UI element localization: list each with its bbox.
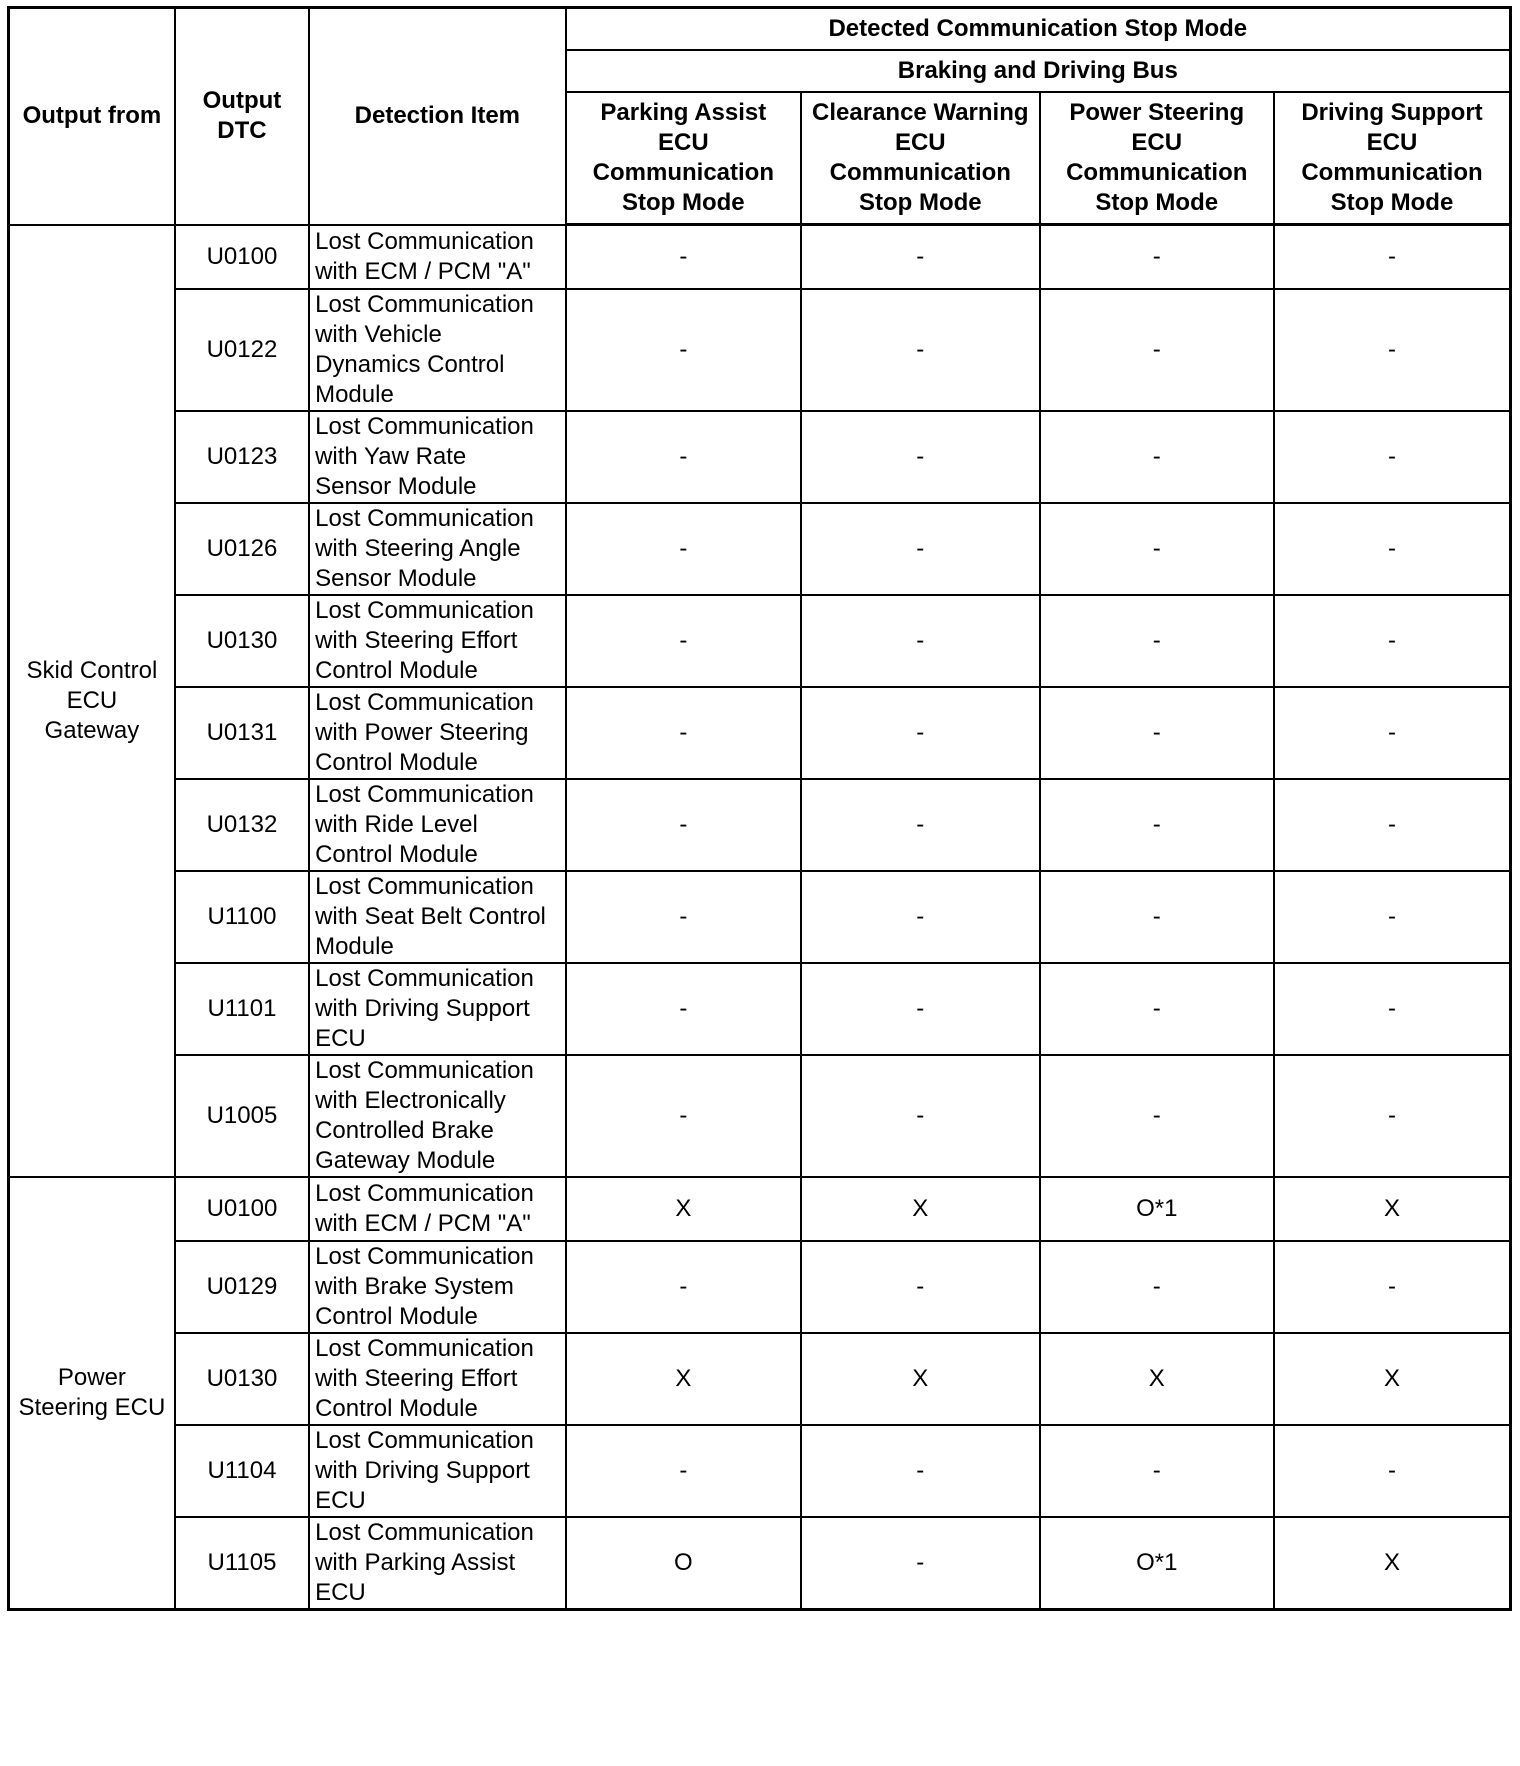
table-row [9,225,1511,289]
detection-item-line: Controlled Brake [315,1116,494,1144]
detection-item-line: Lost Communication [315,688,534,716]
detection-item-line: with ECM / PCM "A" [315,1209,531,1237]
header-detection-item: Detection Item [309,8,566,225]
stop-mode-value-cell [1274,871,1511,963]
header-col-driving-support [1274,92,1511,225]
stop-mode-value: - [916,902,925,930]
header-col-line: Clearance Warning [812,98,1029,126]
header-col-line: Stop Mode [1095,188,1219,216]
detection-item-line: Sensor Module [315,472,477,500]
stop-mode-value: X [675,1364,692,1392]
stop-mode-value-cell [1274,289,1511,411]
detection-item-cell [309,963,566,1055]
detection-item-line: Module [315,932,394,960]
stop-mode-value: - [679,1101,688,1129]
detection-item-line: with Seat Belt Control [315,902,546,930]
detection-item-cell [309,595,566,687]
detection-item-cell [309,779,566,871]
stop-mode-value: X [675,1194,692,1222]
stop-mode-value: - [1152,994,1161,1022]
stop-mode-value-cell [566,225,801,289]
stop-mode-value: - [1152,1101,1161,1129]
table-body [9,225,1511,1610]
stop-mode-value: - [1152,1272,1161,1300]
stop-mode-value-cell [801,1425,1039,1517]
output-from-line: Steering ECU [18,1393,166,1421]
header-col-line: ECU [1131,128,1183,156]
detection-item-line: Lost Communication [315,596,534,624]
table-row [9,779,1511,871]
stop-mode-value: X [1383,1194,1400,1222]
stop-mode-value: - [916,718,925,746]
stop-mode-value-cell [566,1333,801,1425]
stop-mode-value: - [916,1548,925,1576]
stop-mode-value-cell [1040,1333,1274,1425]
stop-mode-value: X [912,1194,929,1222]
dtc-code-cell: U1100 [175,871,309,963]
detection-item-line: with Driving Support [315,1456,530,1484]
table-row [9,1177,1511,1241]
table-row [9,1055,1511,1177]
dtc-code-cell: U0131 [175,687,309,779]
detection-item-line: Gateway Module [315,1146,496,1174]
stop-mode-value: - [679,534,688,562]
table-row [9,871,1511,963]
stop-mode-value: - [916,626,925,654]
table-row [9,289,1511,411]
detection-item-cell [309,1177,566,1241]
stop-mode-value: - [679,902,688,930]
stop-mode-value-cell [566,779,801,871]
stop-mode-value: - [1387,626,1396,654]
table-row [9,503,1511,595]
detection-item-cell [309,1333,566,1425]
stop-mode-value: O*1 [1136,1548,1178,1576]
header-col-line: Stop Mode [622,188,745,216]
stop-mode-value: - [679,810,688,838]
stop-mode-value-cell [566,289,801,411]
output-from-line: Skid Control [26,656,158,684]
detection-item-cell [309,289,566,411]
dtc-code-cell: U1005 [175,1055,309,1177]
stop-mode-value: - [1387,718,1396,746]
stop-mode-value-cell [566,1055,801,1177]
header-col-line: ECU [894,128,946,156]
detection-item-line: Lost Communication [315,964,534,992]
stop-mode-value: - [1387,994,1396,1022]
detection-item-line: Lost Communication [315,1334,534,1362]
detection-item-line: ECU [315,1578,366,1606]
detection-item-line: with Steering Effort [315,626,518,654]
stop-mode-value-cell [1040,1241,1274,1333]
table-row [9,595,1511,687]
stop-mode-value: - [679,442,688,470]
stop-mode-value: - [916,1456,925,1484]
header-col-line: Communication [592,158,774,186]
stop-mode-value-cell [1040,779,1274,871]
detection-item-line: with Steering Angle [315,534,521,562]
output-from-line: ECU [66,686,118,714]
stop-mode-value-cell [566,871,801,963]
stop-mode-value-cell [566,1177,801,1241]
stop-mode-value-cell [801,687,1039,779]
stop-mode-value-cell [1274,411,1511,503]
stop-mode-value: - [1387,242,1396,270]
dtc-code-cell: U0100 [175,225,309,289]
stop-mode-value: - [1152,810,1161,838]
stop-mode-value: - [1387,902,1396,930]
stop-mode-value-cell [801,411,1039,503]
stop-mode-value-cell [801,225,1039,289]
header-col-power-steering [1040,92,1274,225]
dtc-code-cell: U0122 [175,289,309,411]
detection-item-cell [309,411,566,503]
stop-mode-value-cell [1040,1177,1274,1241]
detection-item-cell [309,1517,566,1610]
stop-mode-value-cell [1274,1517,1511,1610]
stop-mode-value: - [916,242,925,270]
stop-mode-value: - [1152,902,1161,930]
stop-mode-value: - [1387,335,1396,363]
stop-mode-value: - [679,994,688,1022]
dtc-stop-mode-table [7,6,1512,1611]
table-row [9,1241,1511,1333]
stop-mode-value: - [679,718,688,746]
output-from-cell [9,225,175,1177]
dtc-code-cell: U0100 [175,1177,309,1241]
stop-mode-value-cell [1274,1333,1511,1425]
detection-item-line: Control Module [315,840,478,868]
stop-mode-value: - [1387,534,1396,562]
detection-item-line: Control Module [315,1302,478,1330]
table-row [9,411,1511,503]
stop-mode-value-cell [1274,1241,1511,1333]
header-output-dtc-line2: DTC [217,117,267,145]
stop-mode-value-cell [1040,503,1274,595]
stop-mode-value-cell [566,503,801,595]
stop-mode-value: - [916,810,925,838]
stop-mode-value: - [916,994,925,1022]
header-col-line: Parking Assist [600,98,767,126]
stop-mode-value-cell [801,503,1039,595]
detection-item-line: Module [315,380,394,408]
stop-mode-value-cell [566,1425,801,1517]
detection-item-line: ECU [315,1486,366,1514]
header-output-from: Output from [9,8,175,225]
detection-item-line: Lost Communication [315,1056,534,1084]
stop-mode-value-cell [1040,687,1274,779]
header-col-line: Communication [829,158,1011,186]
dtc-code-cell: U0123 [175,411,309,503]
stop-mode-value: O*1 [1136,1194,1178,1222]
stop-mode-value: - [916,534,925,562]
stop-mode-value: - [1387,810,1396,838]
stop-mode-value: - [679,626,688,654]
header-col-line: Stop Mode [1330,188,1454,216]
stop-mode-value: - [1152,442,1161,470]
dtc-code-cell: U1105 [175,1517,309,1610]
stop-mode-value-cell [801,1517,1039,1610]
stop-mode-value-cell [566,595,801,687]
stop-mode-value: - [1387,1101,1396,1129]
stop-mode-value: - [1387,1456,1396,1484]
detection-item-line: with ECM / PCM "A" [315,257,531,285]
stop-mode-value: - [1152,626,1161,654]
detection-item-line: ECU [315,1024,366,1052]
stop-mode-value-cell [801,1055,1039,1177]
stop-mode-value-cell [1040,871,1274,963]
stop-mode-value-cell [801,779,1039,871]
stop-mode-value-cell [1274,595,1511,687]
detection-item-cell [309,1241,566,1333]
stop-mode-value-cell [566,411,801,503]
dtc-code-cell: U0132 [175,779,309,871]
stop-mode-value-cell [566,1517,801,1610]
header-col-line: ECU [1366,128,1418,156]
detection-item-line: Lost Communication [315,1518,534,1546]
dtc-code-cell: U1101 [175,963,309,1055]
stop-mode-value-cell [1040,595,1274,687]
stop-mode-value: - [1152,1456,1161,1484]
header-col-line: Power Steering [1069,98,1245,126]
stop-mode-value: - [1387,1272,1396,1300]
table-header [9,8,1511,225]
stop-mode-value-cell [1274,503,1511,595]
stop-mode-value: - [1152,242,1161,270]
detection-item-line: Lost Communication [315,872,534,900]
output-from-cell [9,1177,175,1610]
stop-mode-value: O [673,1548,693,1576]
detection-item-line: Sensor Module [315,564,477,592]
detection-item-cell [309,687,566,779]
stop-mode-value: - [916,335,925,363]
stop-mode-value-cell [801,1333,1039,1425]
stop-mode-value-cell [566,963,801,1055]
detection-item-line: Lost Communication [315,1242,534,1270]
stop-mode-value: - [679,1272,688,1300]
stop-mode-value-cell [801,1241,1039,1333]
output-from-line: Gateway [44,716,140,744]
detection-item-line: Lost Communication [315,780,534,808]
stop-mode-value-cell [566,1241,801,1333]
stop-mode-value-cell [801,289,1039,411]
stop-mode-value: - [1152,534,1161,562]
stop-mode-value: - [916,442,925,470]
dtc-code-cell: U0126 [175,503,309,595]
dtc-code-cell: U1104 [175,1425,309,1517]
stop-mode-value: - [916,1272,925,1300]
stop-mode-value-cell [1274,1425,1511,1517]
stop-mode-value-cell [1040,1517,1274,1610]
detection-item-line: with Driving Support [315,994,530,1022]
detection-item-line: with Vehicle [315,320,442,348]
stop-mode-value: - [1387,442,1396,470]
stop-mode-value-cell [801,871,1039,963]
stop-mode-value-cell [1040,963,1274,1055]
header-col-clearance-warning [801,92,1039,225]
header-output-dtc [175,8,309,225]
detection-item-line: Control Module [315,656,478,684]
detection-item-cell [309,1055,566,1177]
detection-item-line: with Brake System [315,1272,514,1300]
header-col-line: Communication [1066,158,1248,186]
detection-item-line: Lost Communication [315,412,534,440]
detection-item-line: with Ride Level [315,810,478,838]
stop-mode-value-cell [1274,687,1511,779]
stop-mode-value: - [679,335,688,363]
stop-mode-value-cell [1040,1055,1274,1177]
detection-item-line: Lost Communication [315,227,534,255]
dtc-code-cell: U0129 [175,1241,309,1333]
detection-item-line: Control Module [315,1394,478,1422]
stop-mode-value: - [1152,335,1161,363]
detection-item-line: with Steering Effort [315,1364,518,1392]
header-col-line: Stop Mode [858,188,982,216]
table-row [9,963,1511,1055]
detection-item-line: with Yaw Rate [315,442,467,470]
detection-item-line: with Electronically [315,1086,506,1114]
header-col-parking-assist [566,92,801,225]
header-output-dtc-line1: Output [202,87,282,115]
output-from-line: Power [57,1363,126,1391]
stop-mode-value-cell [1040,225,1274,289]
table-row [9,1333,1511,1425]
detection-item-line: with Parking Assist [315,1548,516,1576]
dtc-code-cell: U0130 [175,1333,309,1425]
header-col-line: Driving Support [1301,98,1483,126]
detection-item-line: Lost Communication [315,1179,534,1207]
stop-mode-value: X [1383,1548,1400,1576]
stop-mode-value-cell [566,687,801,779]
detection-item-line: Lost Communication [315,1426,534,1454]
stop-mode-value: - [916,1101,925,1129]
stop-mode-value-cell [1274,779,1511,871]
detection-item-line: Lost Communication [315,290,534,318]
detection-item-line: Dynamics Control [315,350,505,378]
header-bus: Braking and Driving Bus [566,50,1511,92]
stop-mode-value: - [679,242,688,270]
stop-mode-value-cell [1274,1055,1511,1177]
stop-mode-value-cell [801,595,1039,687]
stop-mode-value-cell [1040,1425,1274,1517]
stop-mode-value-cell [801,963,1039,1055]
stop-mode-value-cell [1274,225,1511,289]
detection-item-cell [309,503,566,595]
detection-item-cell [309,871,566,963]
detection-item-line: Lost Communication [315,504,534,532]
stop-mode-value: X [912,1364,929,1392]
detection-item-cell [309,1425,566,1517]
stop-mode-value-cell [801,1177,1039,1241]
header-col-line: Communication [1301,158,1483,186]
stop-mode-value-cell [1274,1177,1511,1241]
stop-mode-value-cell [1274,963,1511,1055]
stop-mode-value: - [679,1456,688,1484]
stop-mode-value: X [1148,1364,1165,1392]
header-detected-mode: Detected Communication Stop Mode [566,8,1511,50]
dtc-code-cell: U0130 [175,595,309,687]
table-row [9,1425,1511,1517]
table-row [9,1517,1511,1610]
stop-mode-value-cell [1040,411,1274,503]
stop-mode-value: - [1152,718,1161,746]
detection-item-line: with Power Steering [315,718,529,746]
detection-item-line: Control Module [315,748,478,776]
header-col-line: ECU [657,128,709,156]
stop-mode-value-cell [1040,289,1274,411]
table-row [9,687,1511,779]
stop-mode-value: X [1383,1364,1400,1392]
detection-item-cell [309,225,566,289]
